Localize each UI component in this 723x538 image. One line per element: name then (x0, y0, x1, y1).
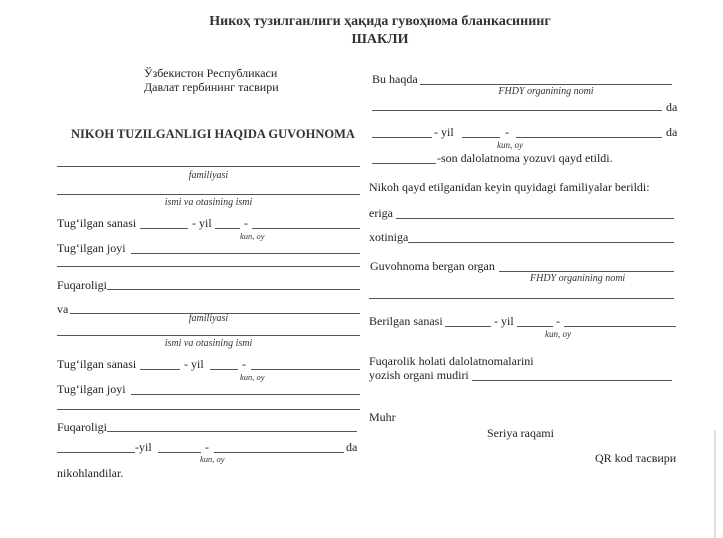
serial-number-label: Seriya raqami (487, 426, 554, 440)
issue-year-separator: - yil (494, 314, 514, 328)
issue-year-field[interactable] (445, 326, 491, 327)
spouse1-day-month-caption: kun, oy (240, 231, 265, 241)
spouse2-birth-month-field[interactable] (251, 369, 360, 370)
record-text: -son dalolatnoma yozuvi qayd etildi. (437, 151, 613, 165)
registry-office-field[interactable] (420, 84, 672, 85)
issue-date-label: Berilgan sanasi (369, 314, 443, 328)
registration-month-field[interactable] (516, 137, 662, 138)
issue-dash: - (556, 314, 560, 328)
marriage-day-month-caption: kun, oy (200, 454, 225, 464)
issuer-field[interactable] (499, 271, 674, 272)
spouse1-birth-date-label: Tug‘ilgan sanasi (57, 216, 137, 230)
wife-label: xotiniga (369, 230, 409, 244)
year-separator: - yil (192, 216, 212, 230)
marriage-da: da (346, 440, 358, 454)
spouse1-surname-caption: familiyasi (188, 170, 229, 181)
stamp-label: Muhr (369, 410, 396, 424)
marriage-day-field[interactable] (158, 452, 201, 453)
about-label: Bu haqda (372, 72, 418, 86)
issue-day-field[interactable] (517, 326, 553, 327)
year-separator: - yil (434, 125, 454, 139)
spouse1-citizenship-field[interactable] (107, 289, 360, 290)
spouse1-birth-place-field-2[interactable] (57, 266, 360, 267)
spouse1-birth-day-field[interactable] (215, 228, 240, 229)
issuer-field-2[interactable] (369, 298, 674, 299)
spouse1-name-caption: ismi va otasining ismi (164, 197, 253, 208)
and-label: va (57, 302, 69, 316)
marriage-year-separator: -yil (135, 440, 152, 454)
head-label-line1: Fuqarolik holati dalolatnomalarini (369, 354, 534, 368)
registration-day-field[interactable] (462, 137, 500, 138)
dash: - (242, 357, 246, 371)
husband-surname-field[interactable] (396, 218, 674, 219)
spouse2-citizenship-field[interactable] (107, 431, 357, 432)
issue-month-field[interactable] (564, 326, 676, 327)
spouse2-day-month-caption: kun, oy (240, 372, 265, 382)
dash: - (505, 125, 509, 139)
issuer-label: Guvohnoma bergan organ (370, 259, 495, 273)
marriage-year-field[interactable] (57, 452, 135, 453)
head-label-line2: yozish organi mudiri (369, 368, 469, 382)
spouse1-citizenship-label: Fuqaroligi (57, 278, 107, 292)
married-text: nikohlandilar. (57, 466, 124, 480)
da-label-1: da (666, 100, 678, 114)
wife-surname-field[interactable] (408, 242, 674, 243)
spouse2-birth-place-field[interactable] (131, 394, 360, 395)
registration-year-field[interactable] (372, 137, 432, 138)
spouse2-birth-year-field[interactable] (140, 369, 180, 370)
marriage-dash: - (205, 440, 209, 454)
issue-day-month-caption: kun, oy (545, 329, 571, 339)
surnames-given-text: Nikoh qayd etilganidan keyin quyidagi familiyalar berildi: (369, 180, 650, 194)
record-number-field[interactable] (372, 163, 436, 164)
spouse2-surname-caption: familiyasi (188, 313, 229, 324)
issuer-caption: FHDY organining nomi (530, 273, 626, 284)
form-title: Никоҳ тузилганлиги ҳақида гувоҳнома бланкасининг (209, 14, 551, 29)
spouse1-birth-year-field[interactable] (140, 228, 188, 229)
dash: - (244, 216, 248, 230)
emblem-caption-line1: Ўзбекистон Республикаси (144, 66, 278, 80)
spouse1-birth-place-field[interactable] (131, 253, 360, 254)
spouse1-birth-place-label: Tug‘ilgan joyi (57, 241, 126, 255)
husband-label: eriga (369, 206, 393, 220)
page-edge-divider (714, 430, 716, 538)
form-subtitle: ШАКЛИ (351, 32, 409, 47)
da-label-2: da (666, 125, 678, 139)
spouse1-birth-month-field[interactable] (252, 228, 360, 229)
spouse2-citizenship-label: Fuqaroligi (57, 420, 107, 434)
emblem-caption-line2: Давлат гербининг тасвири (144, 80, 279, 94)
spouse2-birth-place-label: Tug‘ilgan joyi (57, 382, 126, 396)
registry-office-caption: FHDY organining nomi (498, 86, 594, 97)
spouse1-name-field[interactable] (57, 194, 360, 195)
spouse2-name-caption: ismi va otasining ismi (164, 338, 253, 349)
head-signature-field[interactable] (472, 380, 672, 381)
registration-day-month-caption: kun, oy (497, 140, 523, 150)
registry-office-field-2[interactable] (372, 110, 662, 111)
marriage-month-field[interactable] (214, 452, 344, 453)
spouse1-surname-field[interactable] (57, 166, 360, 167)
year-separator: - yil (184, 357, 204, 371)
spouse2-name-field[interactable] (57, 335, 360, 336)
spouse2-birth-day-field[interactable] (210, 369, 238, 370)
spouse2-birth-date-label: Tug‘ilgan sanasi (57, 357, 137, 371)
qr-code-label: QR kod тасвири (595, 451, 677, 465)
spouse2-birth-place-field-2[interactable] (57, 409, 360, 410)
certificate-heading: NIKOH TUZILGANLIGI HAQIDA GUVOHNOMA (71, 127, 355, 141)
